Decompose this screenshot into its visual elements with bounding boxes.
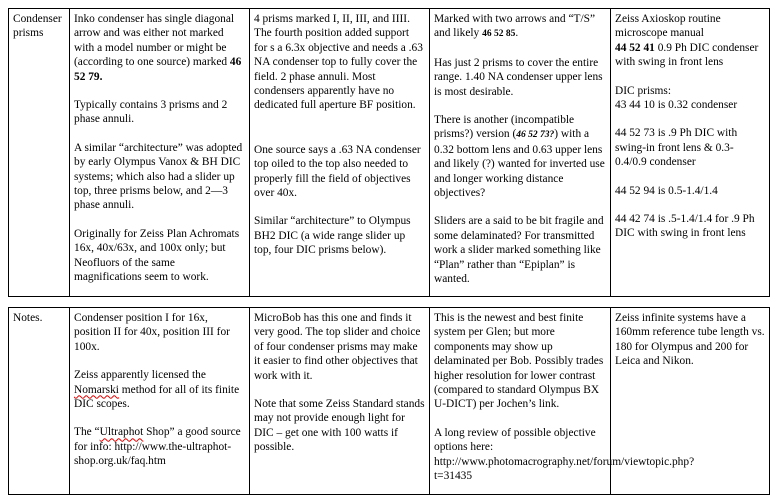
row-label-condenser-prisms: Condenser prisms — [9, 9, 70, 297]
paragraph — [615, 311, 765, 369]
paragraph — [74, 98, 245, 127]
text-run: Inko condenser has single diagonal arrow and was either not marked with a model number or might be (according to one source) marked — [74, 13, 235, 69]
text-run: Sliders are a said to be bit fragile and some delaminated? For transmitted work a slider marked something like “Plan” rather than “Epiplan” is wanted. — [434, 215, 604, 286]
text-run: Zeiss Axioskop routine microscope manual — [615, 13, 721, 40]
row-condenser-prisms — [9, 9, 770, 297]
paragraph — [254, 397, 425, 455]
paragraph — [254, 214, 425, 257]
paragraph — [254, 12, 425, 113]
comparison-table — [8, 8, 770, 495]
paragraph — [615, 184, 765, 198]
text-run: The “ — [74, 426, 100, 439]
text-run: 0.9 Ph DIC condenser with swing in front lens — [615, 41, 759, 69]
text-run: Shop” a good source for info: http://www.the-ultraphot-shop.org.uk/faq.htm — [74, 426, 241, 468]
text-run: 44 52 41 — [615, 41, 655, 54]
text-run: 46 52 85 — [482, 29, 516, 40]
cell-condenser-col4 — [611, 9, 770, 297]
text-run: ) with a 0.32 bottom lens and 0.63 upper lens and likely (?) wanted for inverted use and longer working distance objectives? — [434, 128, 605, 200]
text-run: 46 52 79. — [74, 56, 242, 83]
cell-notes-col2 — [250, 308, 430, 495]
text-run: Note that some Zeiss Standard stands may not provide enough light for DIC – get one with 100 watts if possible. — [254, 398, 425, 454]
text-run: Has just 2 prisms to cover the entire range. 1.40 NA condenser upper lens is most desirable. — [434, 56, 603, 98]
text-run: Ultraphot — [99, 426, 144, 439]
paragraph — [434, 214, 606, 286]
text-run: 46 52 73? — [516, 130, 555, 141]
paragraph — [615, 126, 765, 169]
paragraph — [74, 141, 245, 213]
text-run: One source says a .63 NA condenser top oiled to the top also needed to properly fill the field of objectives over 40x. — [254, 143, 421, 200]
text-run: Typically contains 3 prisms and 2 phase annuli. — [74, 99, 228, 126]
paragraph — [74, 425, 245, 468]
text-run: Nomarski — [74, 383, 119, 396]
row-notes — [9, 308, 770, 495]
text-run: Condenser position I for 16x, position II for 40x, position III for 100x. — [74, 312, 230, 353]
text-run: Zeiss infinite systems have a 160mm reference tube length vs. 180 for Olympus and 200 for Leica and Nikon. — [615, 312, 765, 368]
paragraph — [615, 84, 765, 113]
row-gap — [9, 297, 770, 308]
cell-condenser-col3 — [430, 9, 611, 297]
text-run: There is another (incompatible prisms?) version ( — [434, 114, 575, 141]
text-run: Originally for Zeiss Plan Achromats 16x, 40x/63x, and 100x only; but Neofluors of the same magnifications seem to work. — [74, 227, 240, 284]
paragraph — [74, 227, 245, 285]
paragraph — [615, 212, 765, 241]
paragraph — [254, 311, 425, 383]
cell-condenser-col2 — [250, 9, 430, 297]
paragraph — [434, 12, 606, 42]
row-label-notes: Notes. — [9, 308, 70, 495]
paragraph — [254, 143, 425, 201]
text-run: 44 52 73 is .9 Ph DIC with swing-in front lens & 0.3-0.4/0.9 condenser — [615, 127, 738, 169]
paragraph — [434, 311, 606, 412]
paragraph — [74, 368, 245, 411]
paragraph — [74, 311, 245, 354]
text-run: Similar “architecture” to Olympus BH2 DIC (a wide range slider up top, four DIC prisms below). — [254, 215, 411, 257]
text-run: A long review of possible objective options here: http://www.photomacrography.net/forum/viewtopic.php?t=31435 — [434, 426, 695, 483]
paragraph — [434, 426, 695, 484]
text-run: method for all of its finite DIC scopes. — [74, 383, 240, 411]
cell-condenser-col1 — [70, 9, 250, 297]
paragraph — [74, 12, 245, 84]
cell-notes-col1 — [70, 308, 250, 495]
text-run: 44 42 74 is .5-1.4/1.4 for .9 Ph DIC with swing in front lens — [615, 213, 755, 240]
text-run: MicroBob has this one and finds it very good. The top slider and choice of four condenser prisms may make it easier to find other objectives that work with it. — [254, 312, 421, 382]
text-run: Zeiss apparently licensed the — [74, 369, 206, 382]
paragraph — [434, 113, 606, 200]
paragraph — [434, 56, 606, 99]
text-run: A similar “architecture” was adopted by early Olympus Vanox & BH DIC systems; which also had a slider up top, three prisms below, and 2—3 phase annuli. — [74, 141, 243, 212]
text-run: This is the newest and best finite system per Glen; but more components may show up delaminated per Bob. Possibly trades higher resolution for lower contrast (compared to standard Olympus BX U-DICT) per Jochen’s link. — [434, 312, 604, 411]
text-run: DIC prisms: 43 44 10 is 0.32 condenser — [615, 84, 738, 112]
paragraph — [615, 12, 765, 70]
text-run: . — [515, 27, 519, 40]
text-run: Marked with two arrows and “T/S” and likely — [434, 13, 596, 40]
text-run: 4 prisms marked I, II, III, and IIII. The fourth position added support for s a 6.3x objective and needs a .63 NA condenser top to fully cover the field. 2 phase annuli. Most condensers apparently have no dedicated full aperture BF position. — [254, 13, 423, 112]
text-run: 44 52 94 is 0.5-1.4/1.4 — [615, 184, 718, 197]
